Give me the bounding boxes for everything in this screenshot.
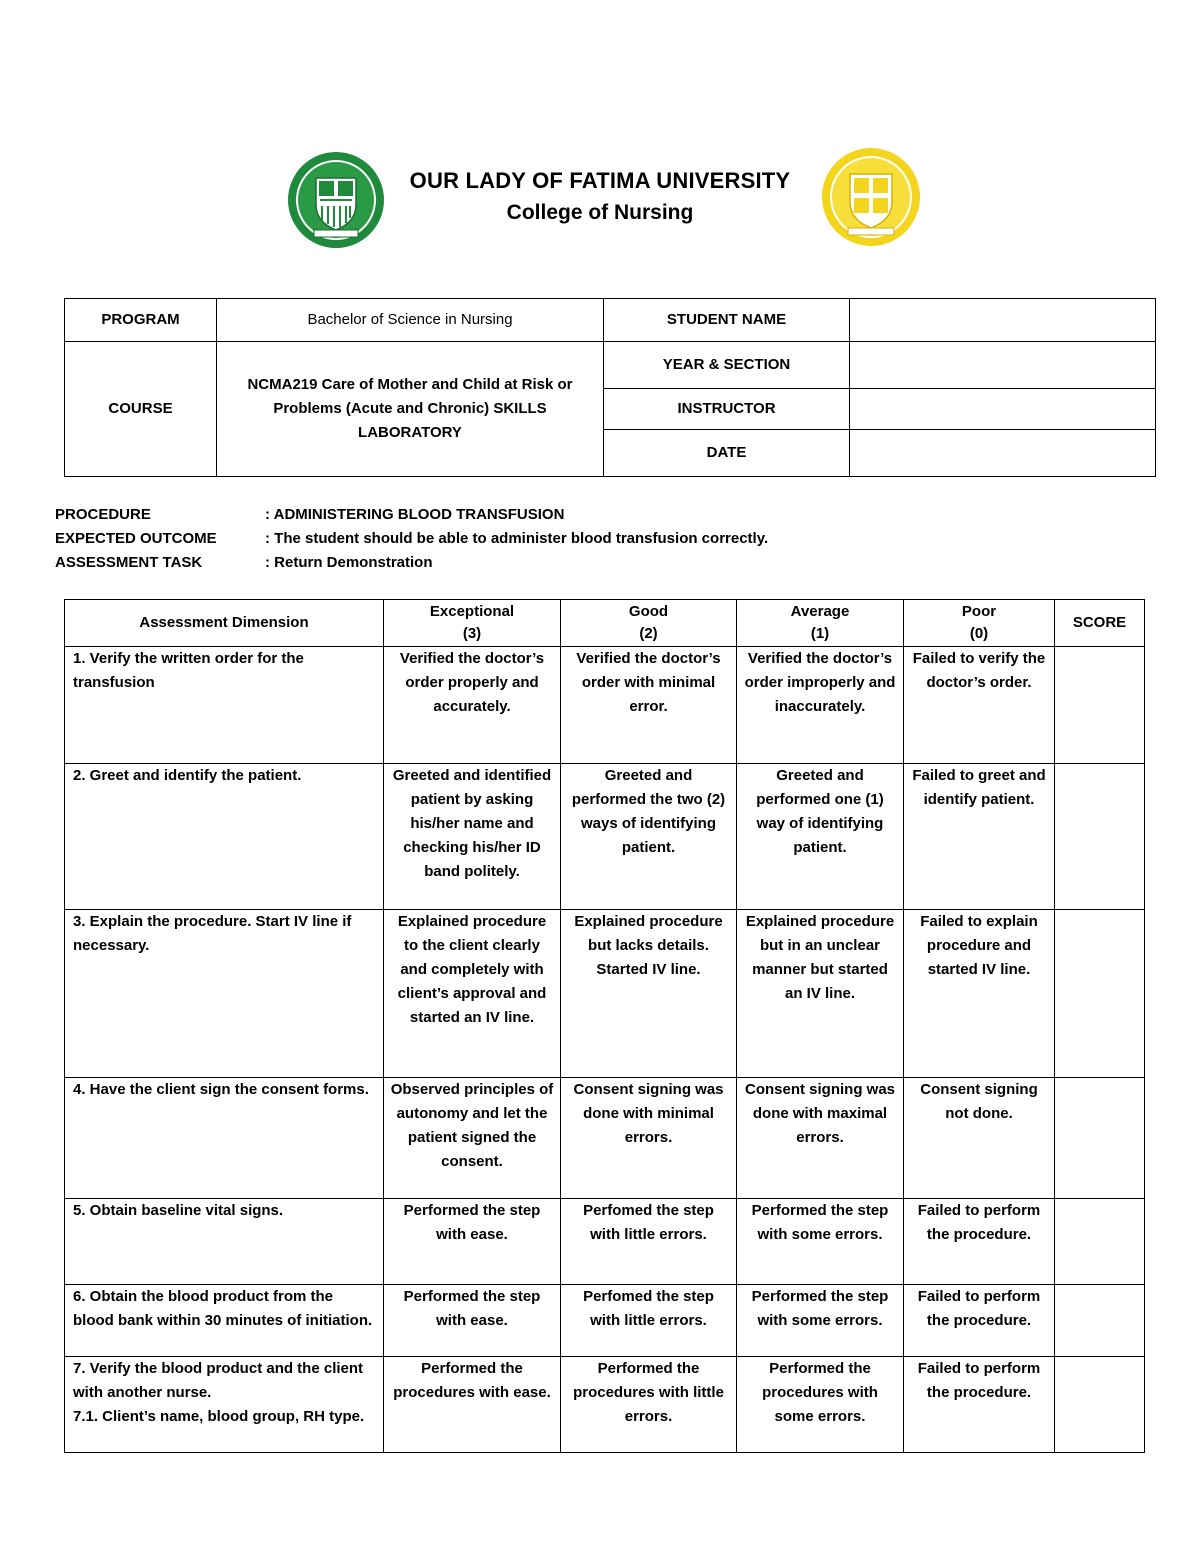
university-name: OUR LADY OF FATIMA UNIVERSITY [409,168,791,193]
year-section-field[interactable] [850,342,1156,389]
row-poor: Failed to explain procedure and started IV line. [904,910,1055,1078]
student-info-table [64,298,1156,477]
row-average: Verified the doctor’s order improperly and inaccurately. [737,647,904,764]
university-seal-green [286,150,386,250]
instructor-field[interactable] [850,389,1156,430]
seal-yellow-icon [820,146,922,248]
row-poor: Failed to verify the doctor’s order. [904,647,1055,764]
student-name-field[interactable] [850,299,1156,342]
row-dimension: 3. Explain the procedure. Start IV line if necessary. [65,910,384,1078]
row-poor: Failed to perform the procedure. [904,1199,1055,1285]
row-poor: Failed to perform the procedure. [904,1285,1055,1357]
row-good: Greeted and performed the two (2) ways of identifying patient. [561,764,737,910]
rubric-row [65,1199,1145,1285]
row-good: Explained procedure but lacks details. Started IV line. [561,910,737,1078]
row-score-field[interactable] [1055,1078,1145,1199]
row-exceptional: Performed the procedures with ease. [384,1357,561,1453]
header-poor [904,600,1055,647]
rubric-row [65,910,1145,1078]
row-score-field[interactable] [1055,1199,1145,1285]
row-score-field[interactable] [1055,1357,1145,1453]
header-exceptional-label: Exceptional [429,603,515,620]
row-good: Perfomed the step with little errors. [561,1199,737,1285]
header-average-label: Average [790,603,850,620]
date-label: DATE [604,430,850,477]
rubric-table [64,599,1145,1453]
year-section-label: YEAR & SECTION [604,342,850,389]
row-average: Performed the step with some errors. [737,1285,904,1357]
header-poor-points: (0) [969,625,989,642]
row-good: Verified the doctor’s order with minimal error. [561,647,737,764]
task-label: ASSESSMENT TASK [55,554,203,571]
outcome-value: : The student should be able to administer blood transfusion correctly. [265,530,769,547]
row-dimension: 6. Obtain the blood product from the blood bank within 30 minutes of initiation. [65,1285,384,1357]
procedure-label: PROCEDURE [55,506,151,523]
row-exceptional: Verified the doctor’s order properly and accurately. [384,647,561,764]
seal-green-icon [286,150,386,250]
row-average: Greeted and performed one (1) way of identifying patient. [737,764,904,910]
row-good: Perfomed the step with little errors. [561,1285,737,1357]
university-seal-yellow [820,146,922,248]
row-exceptional: Explained procedure to the client clearly and completely with client’s approval and started an IV line. [384,910,561,1078]
rubric-header-row [65,600,1145,647]
row-dimension: 1. Verify the written order for the transfusion [65,647,384,764]
course-value: NCMA219 Care of Mother and Child at Risk or Problems (Acute and Chronic) SKILLS LABORATORY [217,342,604,477]
row-poor: Failed to greet and identify patient. [904,764,1055,910]
header-average-points: (1) [810,625,830,642]
row-good: Consent signing was done with minimal errors. [561,1078,737,1199]
rubric-row [65,1285,1145,1357]
header-exceptional [384,600,561,647]
row-exceptional: Greeted and identified patient by asking his/her name and checking his/her ID band politely. [384,764,561,910]
row-average: Consent signing was done with maximal errors. [737,1078,904,1199]
header-poor-label: Poor [961,603,997,620]
course-label: COURSE [65,342,217,477]
instructor-label: INSTRUCTOR [604,389,850,430]
row-average: Explained procedure but in an unclear manner but started an IV line. [737,910,904,1078]
row-score-field[interactable] [1055,764,1145,910]
row-poor: Consent signing not done. [904,1078,1055,1199]
rubric-row [65,1078,1145,1199]
rubric-row [65,647,1145,764]
row-score-field[interactable] [1055,647,1145,764]
date-field[interactable] [850,430,1156,477]
row-average: Performed the step with some errors. [737,1199,904,1285]
rubric-row [65,1357,1145,1453]
header-score: SCORE [1055,600,1145,647]
row-score-field[interactable] [1055,1285,1145,1357]
row-dimension-sub: 7.1. Client’s name, blood group, RH type. [73,1408,365,1425]
header-average [737,600,904,647]
row-score-field[interactable] [1055,910,1145,1078]
student-name-label: STUDENT NAME [604,299,850,342]
row-dimension: 2. Greet and identify the patient. [65,764,384,910]
college-name: College of Nursing [506,201,694,224]
header-good [561,600,737,647]
row-dimension-main: 7. Verify the blood product and the client with another nurse. [73,1360,364,1401]
row-dimension: 5. Obtain baseline vital signs. [65,1199,384,1285]
header-good-label: Good [628,603,669,620]
row-dimension: 4. Have the client sign the consent forms. [65,1078,384,1199]
row-good: Performed the procedures with little errors. [561,1357,737,1453]
row-exceptional: Performed the step with ease. [384,1199,561,1285]
header-exceptional-points: (3) [462,625,482,642]
row-exceptional: Observed principles of autonomy and let the patient signed the consent. [384,1078,561,1199]
program-value: Bachelor of Science in Nursing [217,299,604,342]
row-dimension [65,1357,384,1453]
procedure-value: : ADMINISTERING BLOOD TRANSFUSION [265,506,565,523]
row-exceptional: Performed the step with ease. [384,1285,561,1357]
task-value: : Return Demonstration [265,554,433,571]
rubric-row [65,764,1145,910]
header-good-points: (2) [639,625,658,642]
outcome-label: EXPECTED OUTCOME [55,530,217,547]
row-average: Performed the procedures with some errors. [737,1357,904,1453]
row-poor: Failed to perform the procedure. [904,1357,1055,1453]
header-dimension: Assessment Dimension [65,600,384,647]
program-label: PROGRAM [65,299,217,342]
